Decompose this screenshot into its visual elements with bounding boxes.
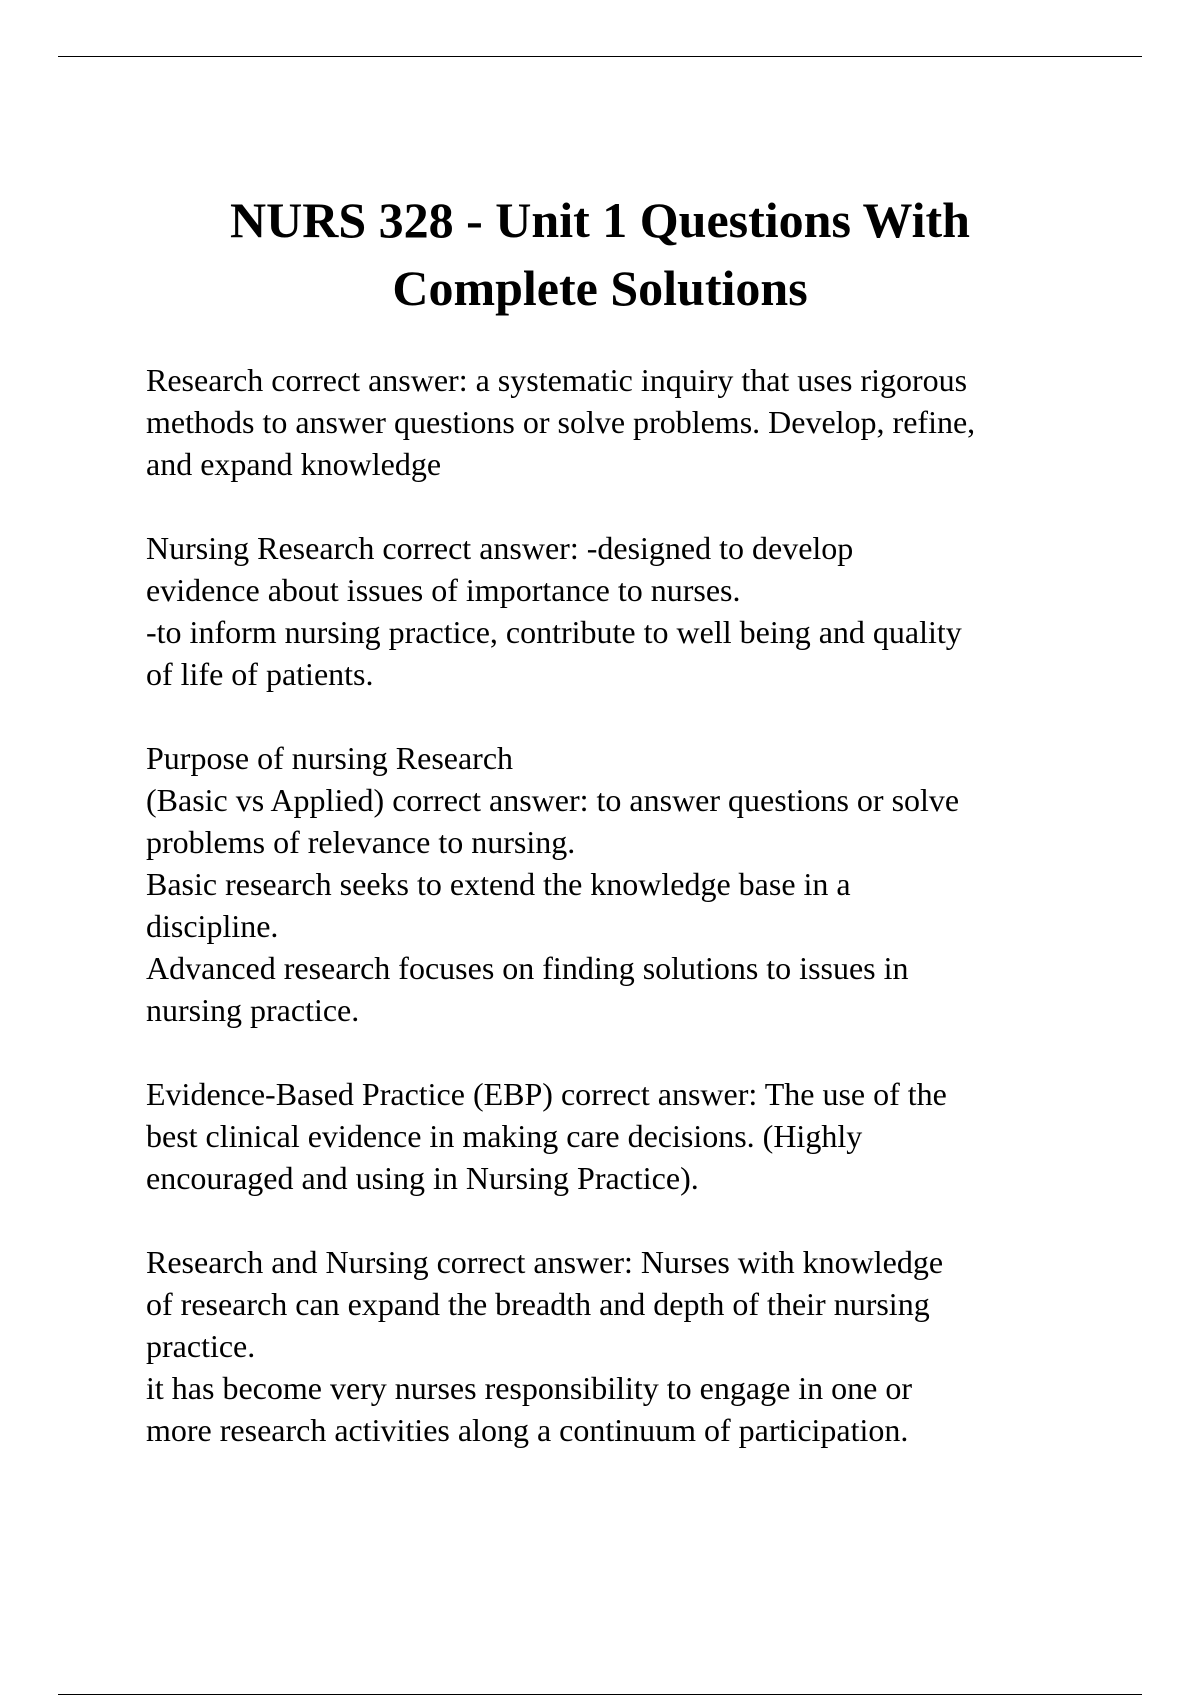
qa-entry-evidence-based-practice: [146, 1073, 1106, 1199]
entry-text-line: Basic research seeks to extend the knowledge base in a: [146, 866, 851, 902]
title-line: NURS 328 - Unit 1 Questions With: [230, 192, 970, 248]
title-line: Complete Solutions: [392, 260, 808, 316]
entry-text-line: Research and Nursing correct answer: Nurses with knowledge: [146, 1244, 944, 1280]
entry-text-line: best clinical evidence in making care decisions. (Highly: [146, 1118, 863, 1154]
qa-entry-nursing-research: [146, 527, 1106, 695]
entry-text-line: Purpose of nursing Research: [146, 740, 514, 776]
entry-text-line: of life of patients.: [146, 656, 374, 692]
entry-text-line: discipline.: [146, 908, 279, 944]
qa-entry-purpose-of-research: [146, 737, 1106, 1031]
entry-text-line: encouraged and using in Nursing Practice).: [146, 1160, 699, 1196]
entry-text-line: problems of relevance to nursing.: [146, 824, 576, 860]
entry-text-line: nursing practice.: [146, 992, 360, 1028]
entry-text-line: practice.: [146, 1328, 256, 1364]
page-title: [100, 186, 1100, 322]
entry-text-line: (Basic vs Applied) correct answer: to answer questions or solve: [146, 782, 960, 818]
entry-text-line: it has become very nurses responsibility to engage in one or: [146, 1370, 913, 1406]
entry-text-line: evidence about issues of importance to nurses.: [146, 572, 741, 608]
qa-entry-research-and-nursing: [146, 1241, 1106, 1451]
entry-text-line: of research can expand the breadth and depth of their nursing: [146, 1286, 930, 1322]
bottom-divider: [58, 1694, 1142, 1695]
top-divider: [58, 56, 1142, 57]
entry-text-line: Research correct answer: a systematic inquiry that uses rigorous: [146, 362, 968, 398]
qa-entry-research: [146, 359, 1106, 485]
entry-text-line: Advanced research focuses on finding solutions to issues in: [146, 950, 909, 986]
entry-text-line: Evidence-Based Practice (EBP) correct answer: The use of the: [146, 1076, 947, 1112]
entry-text-line: Nursing Research correct answer: -designed to develop: [146, 530, 854, 566]
entry-text-line: methods to answer questions or solve problems. Develop, refine,: [146, 404, 976, 440]
entry-text-line: and expand knowledge: [146, 446, 442, 482]
entry-text-line: more research activities along a continuum of participation.: [146, 1412, 909, 1448]
document-body: [146, 359, 1106, 1493]
entry-text-line: -to inform nursing practice, contribute to well being and quality: [146, 614, 962, 650]
